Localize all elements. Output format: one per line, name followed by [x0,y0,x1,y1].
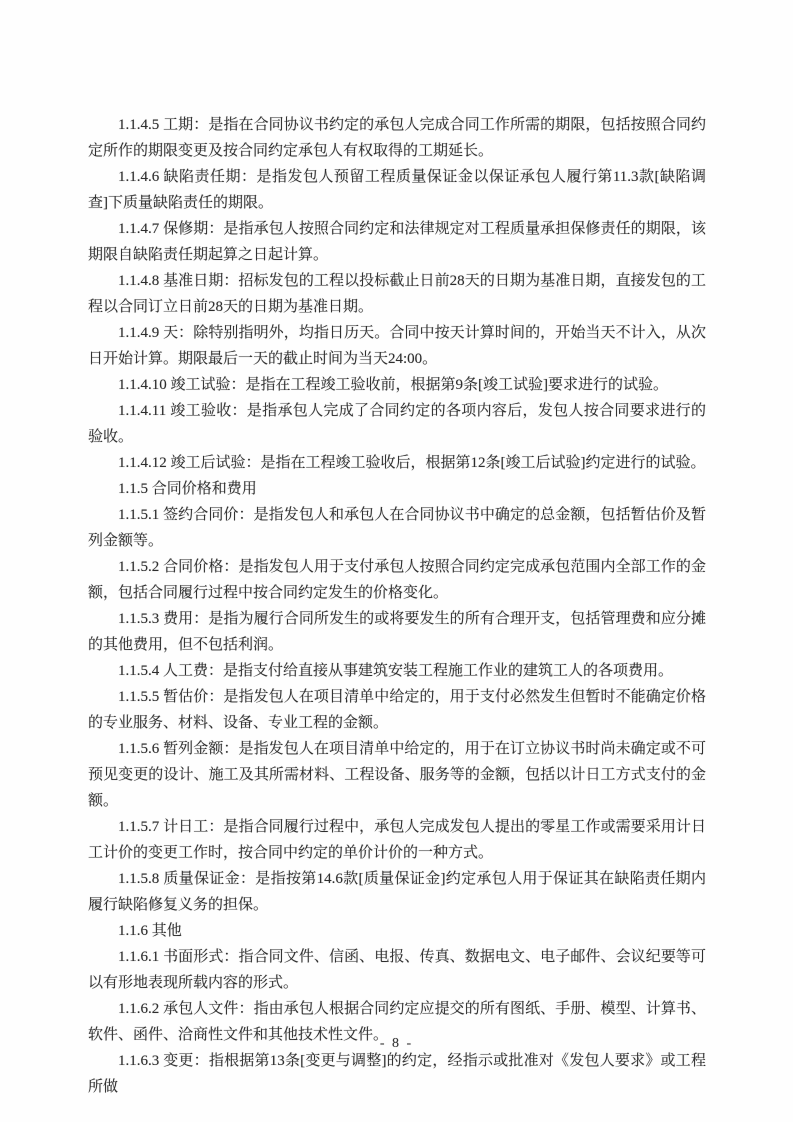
clause-paragraph: 1.1.4.12 竣工后试验：是指在工程竣工验收后，根据第12条[竣工后试验]约定进行的试验。 [118,455,706,471]
clause-paragraph: 1.1.4.9 天：除特别指明外，均指日历天。合同中按天计算时间的，开始当天不计入，从次日开始计算。期限最后一天的截止时间为当天24:00。 [88,325,706,367]
clause-paragraph: 1.1.5.1 签约合同价：是指发包人和承包人在合同协议书中确定的总金额，包括暂估价及暂列金额等。 [88,507,706,549]
clause-paragraph: 1.1.5.8 质量保证金：是指按第14.6款[质量保证金]约定承包人用于保证其在缺陷责任期内履行缺陷修复义务的担保。 [88,871,706,913]
clause-paragraph: 1.1.5.6 暂列金额：是指发包人在项目清单中给定的，用于在订立协议书时尚未确定或不可预见变更的设计、施工及其所需材料、工程设备、服务等的金额，包括以计日工方式支付的金额。 [88,741,706,809]
clause-paragraph: 1.1.5.4 人工费：是指支付给直接从事建筑安装工程施工作业的建筑工人的各项费用。 [118,663,674,679]
section-heading: 1.1.6 其他 [118,923,182,939]
contract-clauses [88,112,706,1100]
clause-paragraph: 1.1.6.1 书面形式：指合同文件、信函、电报、传真、数据电文、电子邮件、会议纪要等可以有形地表现所载内容的形式。 [88,949,706,991]
clause-paragraph: 1.1.4.10 竣工试验：是指在工程竣工验收前，根据第9条[竣工试验]要求进行的试验。 [118,377,668,393]
clause-paragraph: 1.1.5.5 暂估价：是指发包人在项目清单中给定的，用于支付必然发生但暂时不能确定价格的专业服务、材料、设备、专业工程的金额。 [88,689,706,731]
clause-paragraph: 1.1.4.8 基准日期：招标发包的工程以投标截止日前28天的日期为基准日期，直接发包的工程以合同订立日前28天的日期为基准日期。 [88,273,706,315]
clause-paragraph: 1.1.4.11 竣工验收：是指承包人完成了合同约定的各项内容后，发包人按合同要求进行的验收。 [88,403,706,445]
clause-paragraph: 1.1.5.3 费用：是指为履行合同所发生的或将要发生的所有合理开支，包括管理费和应分摊的其他费用，但不包括利润。 [88,611,706,653]
clause-paragraph: 1.1.4.6 缺陷责任期：是指发包人预留工程质量保证金以保证承包人履行第11.3款[缺陷调查]下质量缺陷责任的期限。 [88,169,706,211]
section-heading: 1.1.5 合同价格和费用 [118,481,257,497]
page-number: - 8 - [379,1036,414,1051]
clause-paragraph: 1.1.5.7 计日工：是指合同履行过程中，承包人完成发包人提出的零星工作或需要采用计日工计价的变更工作时，按合同中约定的单价计价的一种方式。 [88,819,706,861]
clause-paragraph: 1.1.5.2 合同价格：是指发包人用于支付承包人按照合同约定完成承包范围内全部工作的金额，包括合同履行过程中按合同约定发生的价格变化。 [88,559,706,601]
clause-paragraph: 1.1.4.7 保修期：是指承包人按照合同约定和法律规定对工程质量承担保修责任的期限，该期限自缺陷责任期起算之日起计算。 [88,221,706,263]
clause-paragraph: 1.1.4.5 工期：是指在合同协议书约定的承包人完成合同工作所需的期限，包括按照合同约定所作的期限变更及按合同约定承包人有权取得的工期延长。 [88,117,706,159]
clause-paragraph: 1.1.6.2 承包人文件：指由承包人根据合同约定应提交的所有图纸、手册、模型、计算书、软件、函件、洽商性文件和其他技术性文件。 [88,1001,706,1043]
clause-paragraph: 1.1.6.3 变更：指根据第13条[变更与调整]的约定，经指示或批准对《发包人要求》或工程所做 [88,1053,706,1095]
